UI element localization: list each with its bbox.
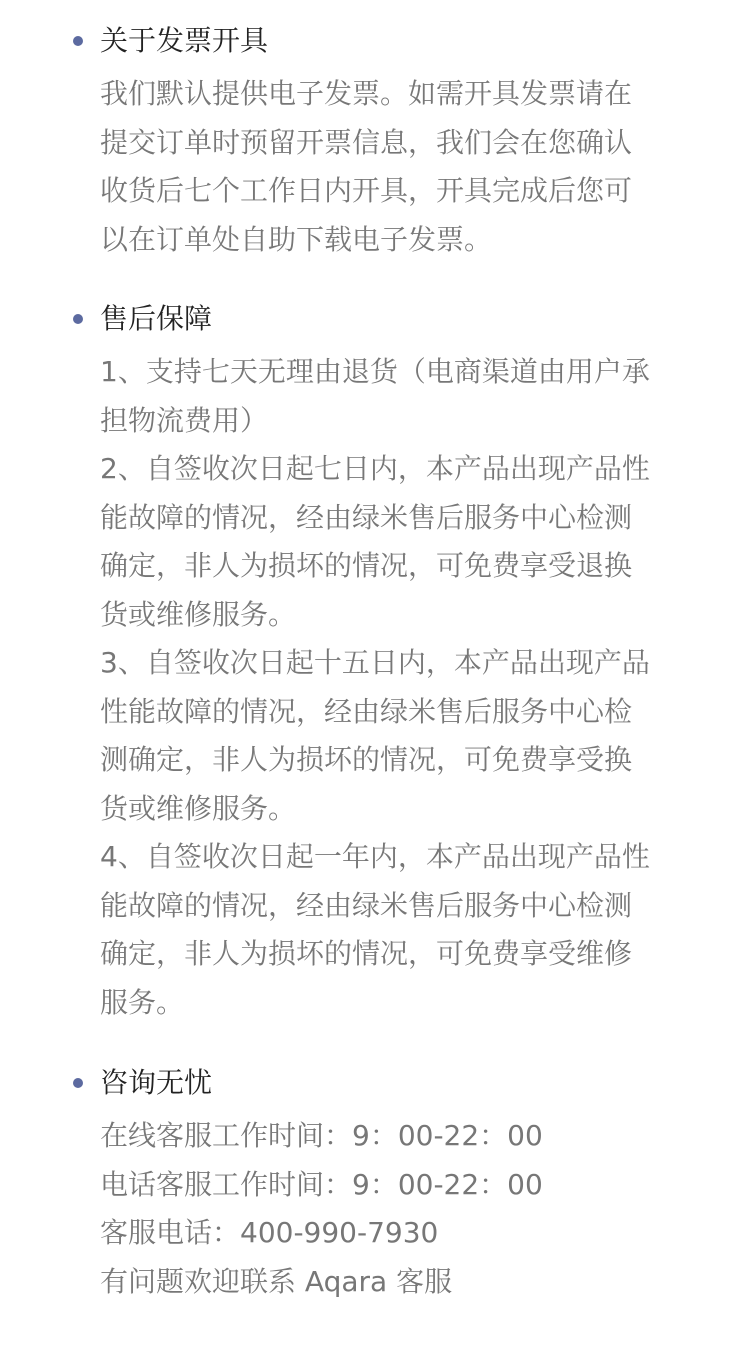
contact-text xyxy=(100,1112,670,1306)
text-line: 担物流费用） xyxy=(100,403,269,437)
text-line: 2、自签收次日起七日内，本产品出现产品性 xyxy=(100,452,650,485)
text-line: 电话客服工作时间：9：00-22：00 xyxy=(100,1167,543,1201)
text-line: 提交订单时预留开票信息，我们会在您确认 xyxy=(100,125,633,159)
invoice-text xyxy=(100,70,670,264)
text-line: 能故障的情况，经由绿米售后服务中心检测 xyxy=(100,500,633,534)
text-line: 货或维修服务。 xyxy=(100,597,297,631)
bullet-icon xyxy=(73,36,83,46)
text-line: 性能故障的情况，经由绿米售后服务中心检 xyxy=(100,694,633,728)
text-line: 在线客服工作时间：9：00-22：00 xyxy=(100,1119,543,1152)
hotline-text: 客服电话：400-990-7930 xyxy=(100,1216,439,1249)
aftersales-text xyxy=(100,348,670,1027)
bullet-icon xyxy=(73,314,83,324)
text-line: 测确定，非人为损坏的情况，可免费享受换 xyxy=(100,743,633,776)
bullet-icon xyxy=(73,1078,83,1088)
text-line: 4、自签收次日起一年内，本产品出现产品性 xyxy=(100,840,650,873)
text-line: 确定，非人为损坏的情况，可免费享受退换 xyxy=(100,549,633,582)
text-line: 服务。 xyxy=(100,985,185,1019)
invoice-heading: 关于发票开具 xyxy=(100,24,269,57)
aftersales-heading: 售后保障 xyxy=(100,302,213,335)
text-line: 货或维修服务。 xyxy=(100,791,297,825)
contact-heading: 咨询无忧 xyxy=(100,1066,213,1099)
text-line: 有问题欢迎联系 Aqara 客服 xyxy=(100,1264,453,1298)
text-line: 我们默认提供电子发票。如需开具发票请在 xyxy=(100,77,633,110)
text-line: 1、支持七天无理由退货（电商渠道由用户承 xyxy=(100,355,650,388)
text-line: 收货后七个工作日内开具，开具完成后您可 xyxy=(100,174,633,207)
text-line: 3、自签收次日起十五日内，本产品出现产品 xyxy=(100,646,650,679)
text-line: 能故障的情况，经由绿米售后服务中心检测 xyxy=(100,888,633,922)
text-line: 以在订单处自助下载电子发票。 xyxy=(100,222,493,256)
text-line: 确定，非人为损坏的情况，可免费享受维修 xyxy=(100,937,633,970)
